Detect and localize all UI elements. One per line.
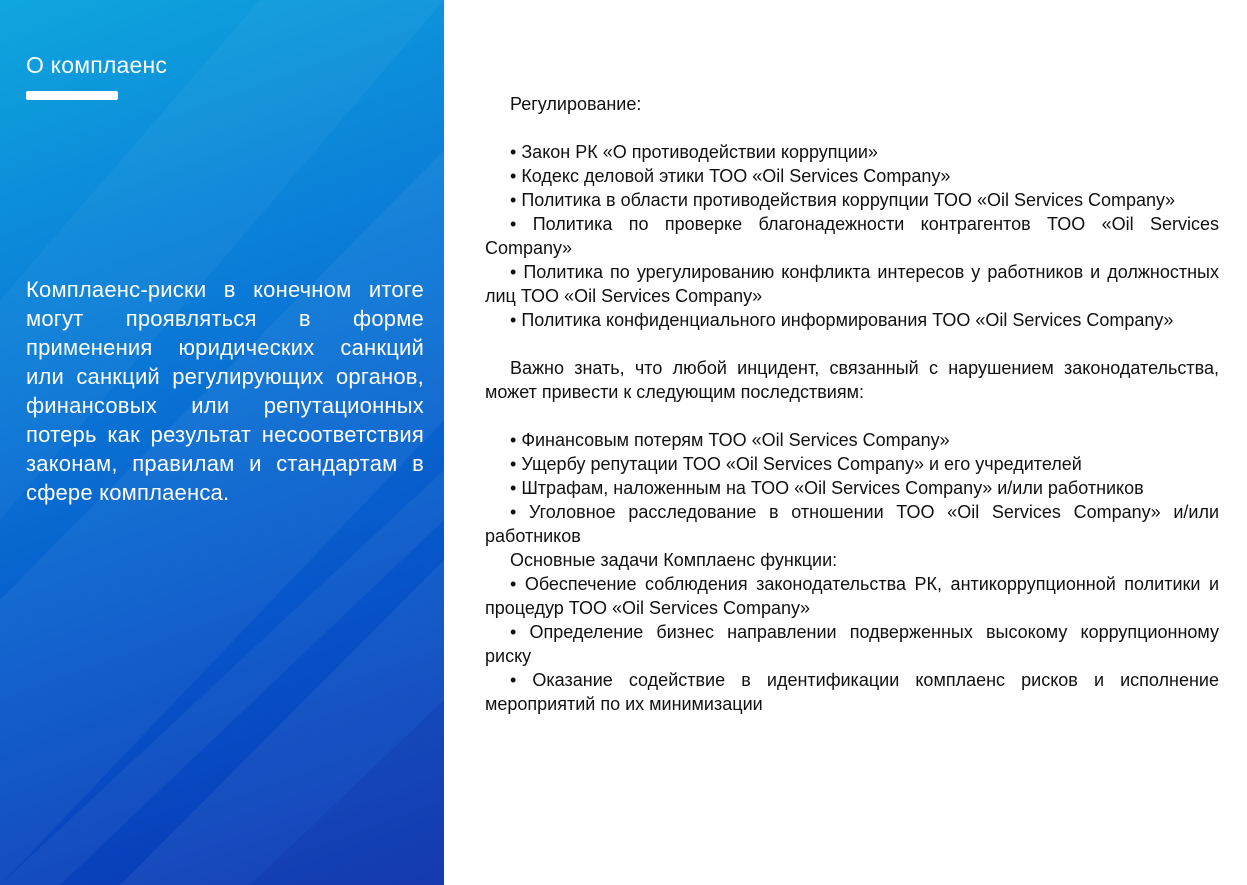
task-item-risk-areas: • Определение бизнес направлении подверженных высокому коррупционному риску (485, 620, 1219, 668)
consequence-item-fines: • Штрафам, наложенным на ТОО «Oil Services Company» и/или работников (485, 476, 1219, 500)
section-title: О комплаенс (26, 52, 168, 78)
left-panel (0, 0, 444, 885)
regulation-item-whistleblowing-policy: • Политика конфиденциального информирования ТОО «Oil Services Company» (485, 308, 1219, 332)
main-content (485, 92, 1219, 716)
title-underline (26, 91, 118, 100)
spacer (485, 404, 1219, 428)
task-item-risk-identification: • Оказание содействие в идентификации комплаенс рисков и исполнение мероприятий по их минимизации (485, 668, 1219, 716)
regulation-item-due-diligence-policy: • Политика по проверке благонадежности контрагентов ТОО «Oil Services Company» (485, 212, 1219, 260)
task-item-compliance: • Обеспечение соблюдения законодательства РК, антикоррупционной политики и процедур ТОО «Oil Services Company» (485, 572, 1219, 620)
regulation-item-ethics-code: • Кодекс деловой этики ТОО «Oil Services Company» (485, 164, 1219, 188)
regulation-item-conflict-policy: • Политика по урегулированию конфликта интересов у работников и должностных лиц ТОО «Oil Services Company» (485, 260, 1219, 308)
compliance-risk-intro: Комплаенс-риски в конечном итоге могут проявляться в форме применения юридических санкций или санкций регулирующих органов, финансовых или репутационных потерь как результат несоответствия законам, правилам и стандартам в сфере комплаенса. (26, 277, 424, 505)
consequences-intro: Важно знать, что любой инцидент, связанный с нарушением законодательства, может привести к следующим последствиям: (485, 358, 1219, 402)
regulation-heading: Регулирование: (510, 94, 642, 114)
consequence-item-criminal: • Уголовное расследование в отношении ТОО «Oil Services Company» и/или работников (485, 500, 1219, 548)
regulation-item-law: • Закон РК «О противодействии коррупции» (485, 140, 1219, 164)
consequence-item-reputation: • Ущербу репутации ТОО «Oil Services Company» и его учредителей (485, 452, 1219, 476)
consequence-item-financial: • Финансовым потерям ТОО «Oil Services Company» (485, 428, 1219, 452)
spacer (485, 332, 1219, 356)
spacer (485, 116, 1219, 140)
tasks-heading: Основные задачи Комплаенс функции: (510, 550, 838, 570)
regulation-item-anticorruption-policy: • Политика в области противодействия коррупции ТОО «Oil Services Company» (485, 188, 1219, 212)
